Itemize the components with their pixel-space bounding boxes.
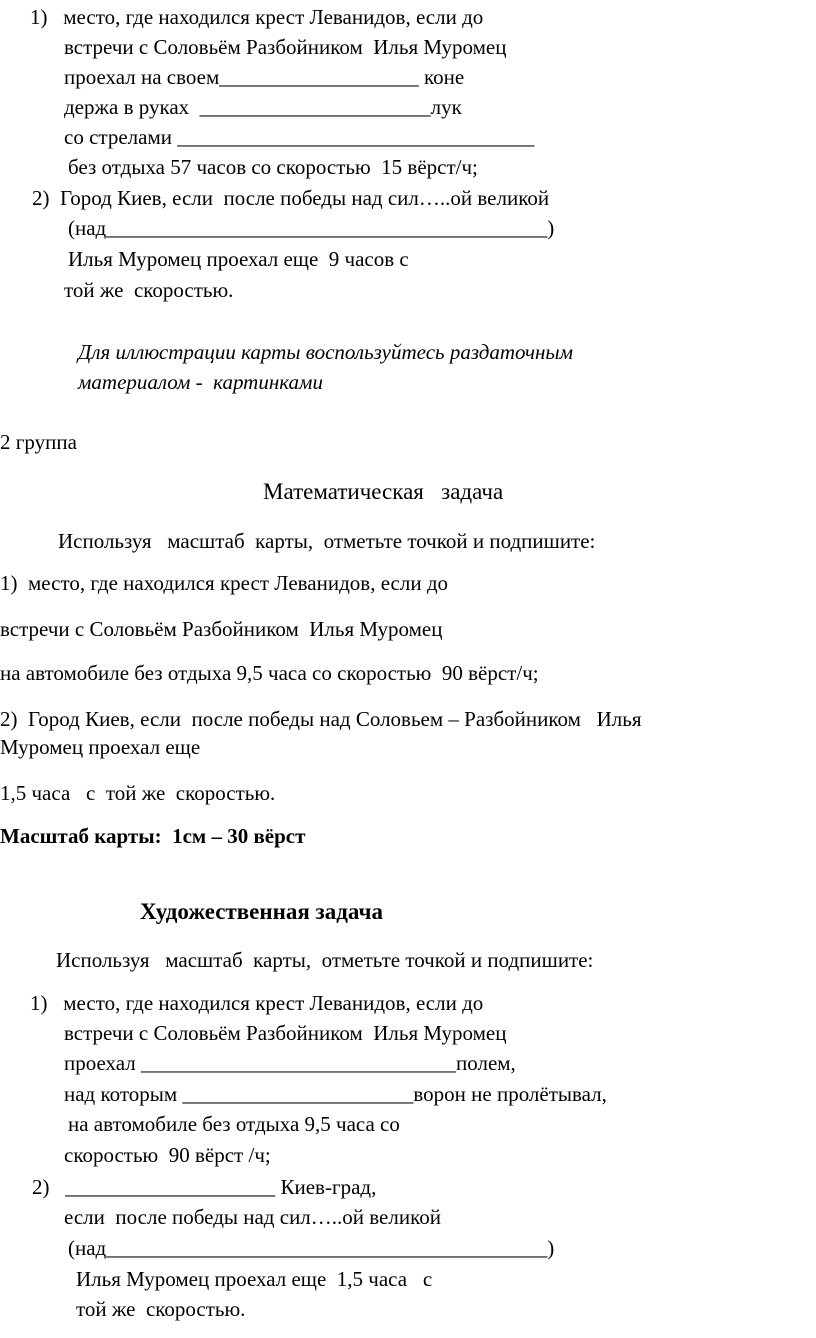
text-line: 1) место, где находился крест Леванидов, если до	[30, 991, 484, 1015]
text-line: на автомобиле без отдыха 9,5 часа со	[68, 1112, 400, 1136]
text-line: Илья Муромец проехал еще 9 часов с	[68, 247, 409, 271]
text-line: 1,5 часа с той же скоростью.	[0, 781, 276, 805]
text-line: без отдыха 57 часов со скоростью 15 вёрст/ч;	[68, 155, 478, 179]
section-title: Математическая задача	[263, 479, 504, 504]
text-line: (над__________________________________________)	[68, 216, 555, 240]
intro: Используя масштаб карты, отметьте точкой и подпишите:	[58, 529, 596, 553]
group-label: 2 группа	[0, 430, 77, 454]
text-line: встречи с Соловьём Разбойником Илья Муромец	[64, 1021, 507, 1045]
text-line: (над__________________________________________)	[68, 1236, 555, 1260]
text-line: держа в руках ______________________лук	[64, 95, 462, 119]
text-line: встречи с Соловьём Разбойником Илья Муромец	[64, 35, 507, 59]
text-line: той же скоростью.	[76, 1297, 246, 1321]
section-title: Художественная задача	[140, 899, 383, 924]
note-line: материалом - картинками	[78, 370, 323, 394]
text-line: встречи с Соловьём Разбойником Илья Муромец	[0, 617, 443, 641]
text-line: 1) место, где находился крест Леванидов, если до	[30, 5, 484, 29]
map-scale: Масштаб карты: 1см – 30 вёрст	[0, 824, 306, 848]
text-line: скоростью 90 вёрст /ч;	[64, 1143, 271, 1167]
text-line: проехал на своем___________________ коне	[64, 65, 465, 89]
text-line: на автомобиле без отдыха 9,5 часа со скоростью 90 вёрст/ч;	[0, 661, 539, 685]
text-line: 2) Город Киев, если после победы над Соловьем – Разбойником Илья	[0, 707, 642, 731]
text-line: Илья Муромец проехал еще 1,5 часа с	[76, 1267, 433, 1291]
note-line: Для иллюстрации карты воспользуйтесь раздаточным	[78, 340, 574, 364]
text-line: если после победы над сил…..ой великой	[64, 1205, 441, 1229]
text-line: над которым ______________________ворон не пролётывал,	[64, 1082, 607, 1106]
text-line: 2) Город Киев, если после победы над сил…..ой великой	[32, 186, 550, 210]
text-line: проехал ______________________________полем,	[64, 1051, 516, 1075]
text-line: 1) место, где находился крест Леванидов, если до	[0, 571, 449, 595]
text-line: той же скоростью.	[64, 278, 234, 302]
text-line: 2) ____________________ Киев-град,	[32, 1175, 377, 1199]
intro: Используя масштаб карты, отметьте точкой и подпишите:	[56, 948, 594, 972]
text-line: со стрелами __________________________________	[64, 125, 535, 149]
text-line: Муромец проехал еще	[0, 735, 201, 759]
